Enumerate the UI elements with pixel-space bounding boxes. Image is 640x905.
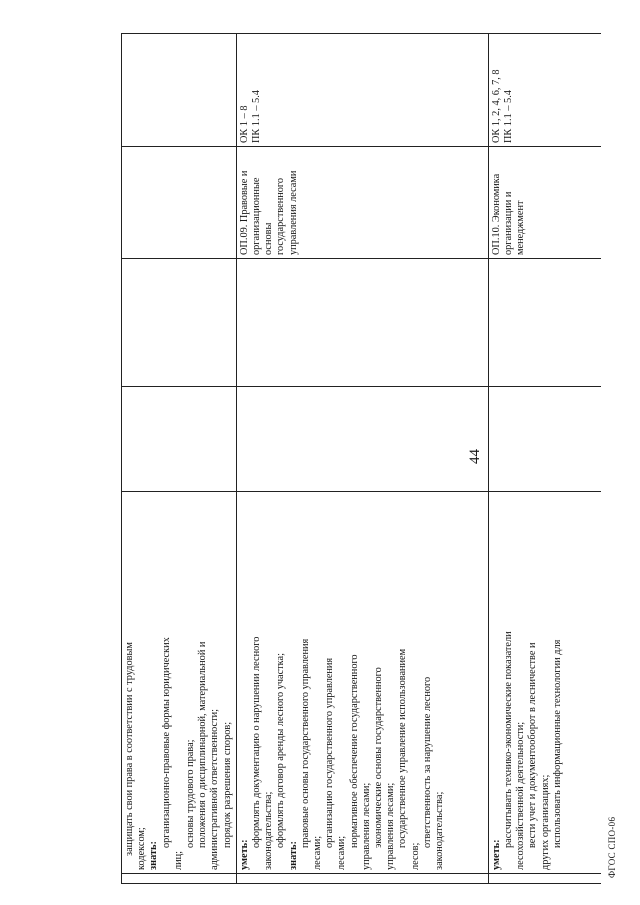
table-cell-empty — [488, 387, 601, 492]
content-line: экономические основы государственного — [373, 667, 385, 848]
section-heading: знать: — [148, 841, 160, 870]
content-line: управления лесами; — [360, 782, 372, 870]
content-line: лесохозяйственной деятельности; — [515, 721, 527, 870]
table-cell-index — [488, 874, 601, 884]
table-cell-content — [122, 492, 237, 874]
content-line: порядок разрешения споров; — [221, 721, 233, 848]
content-line: других организациях; — [539, 774, 551, 870]
content-line: оформлять договор аренды лесного участка; — [275, 653, 287, 848]
content-line: организацию государственного управления — [324, 657, 336, 848]
table-cell-competencies — [122, 34, 237, 147]
table-cell-discipline — [122, 147, 237, 259]
content-line: лесами; — [336, 835, 348, 870]
footer-label: ФГОС СПО-06 — [607, 816, 617, 878]
content-line: лесами; — [312, 835, 324, 870]
content-line: государственное управление использованием — [397, 648, 409, 848]
table-cell-discipline: ОП.09. Правовые и организационные основы государственного управления лесами — [236, 147, 488, 259]
content-line: правовые основы государственного управления — [299, 638, 311, 848]
table-row — [488, 34, 601, 884]
table-cell-index — [236, 874, 488, 884]
content-line: вести учет и документооборот в лесничестве и — [527, 642, 539, 848]
content-line: административной ответственности; — [209, 709, 221, 870]
table-cell-competencies: ОК 1, 2, 4, 6, 7, 8 ПК 1.1 – 5.4 — [488, 34, 601, 147]
content-line: защищать свои права в соответствии с трудовым — [124, 642, 135, 856]
content-line: законодательства; — [434, 791, 446, 870]
content-line: управления лесами; — [385, 782, 397, 870]
curriculum-table — [121, 34, 601, 884]
content-line: рассчитывать технико-экономические показатели — [503, 631, 515, 848]
table-row — [236, 34, 488, 884]
content-line: нормативное обеспечение государственного — [348, 654, 360, 848]
table-cell-competencies: ОК 1 – 8 ПК 1.1 – 5.4 — [236, 34, 488, 147]
table-row — [122, 34, 237, 884]
content-line: лесов; — [409, 842, 421, 870]
section-heading: уметь: — [238, 839, 250, 870]
content-line: организационно-правовые формы юридических — [160, 637, 172, 848]
table-cell-empty — [488, 259, 601, 387]
table-cell-empty — [236, 259, 488, 387]
page-number: 44 — [467, 449, 483, 464]
table-cell-empty — [122, 387, 237, 492]
content-line: ответственность за нарушение лесного — [421, 676, 433, 848]
table-cell-empty — [236, 387, 488, 492]
content-line: положения о дисциплинарной, материальной и — [197, 641, 209, 848]
table-cell-content — [488, 492, 601, 874]
content-line: оформлять документацию о нарушении лесного — [251, 636, 263, 848]
rotated-page — [15, 24, 625, 884]
table-cell-content — [236, 492, 488, 874]
table-cell-index — [122, 874, 237, 884]
content-line: лиц; — [172, 850, 184, 870]
content-line: использовать информационные технологии для — [551, 639, 563, 848]
content-line: кодексом; — [136, 827, 148, 870]
table-cell-empty — [122, 259, 237, 387]
content-line: основы трудового права; — [185, 739, 197, 848]
table-cell-discipline: ОП.10. Экономика организации и менеджмент — [488, 147, 601, 259]
content-line: законодательства; — [263, 791, 275, 870]
section-heading: знать: — [287, 841, 299, 870]
section-heading: уметь: — [490, 839, 502, 870]
